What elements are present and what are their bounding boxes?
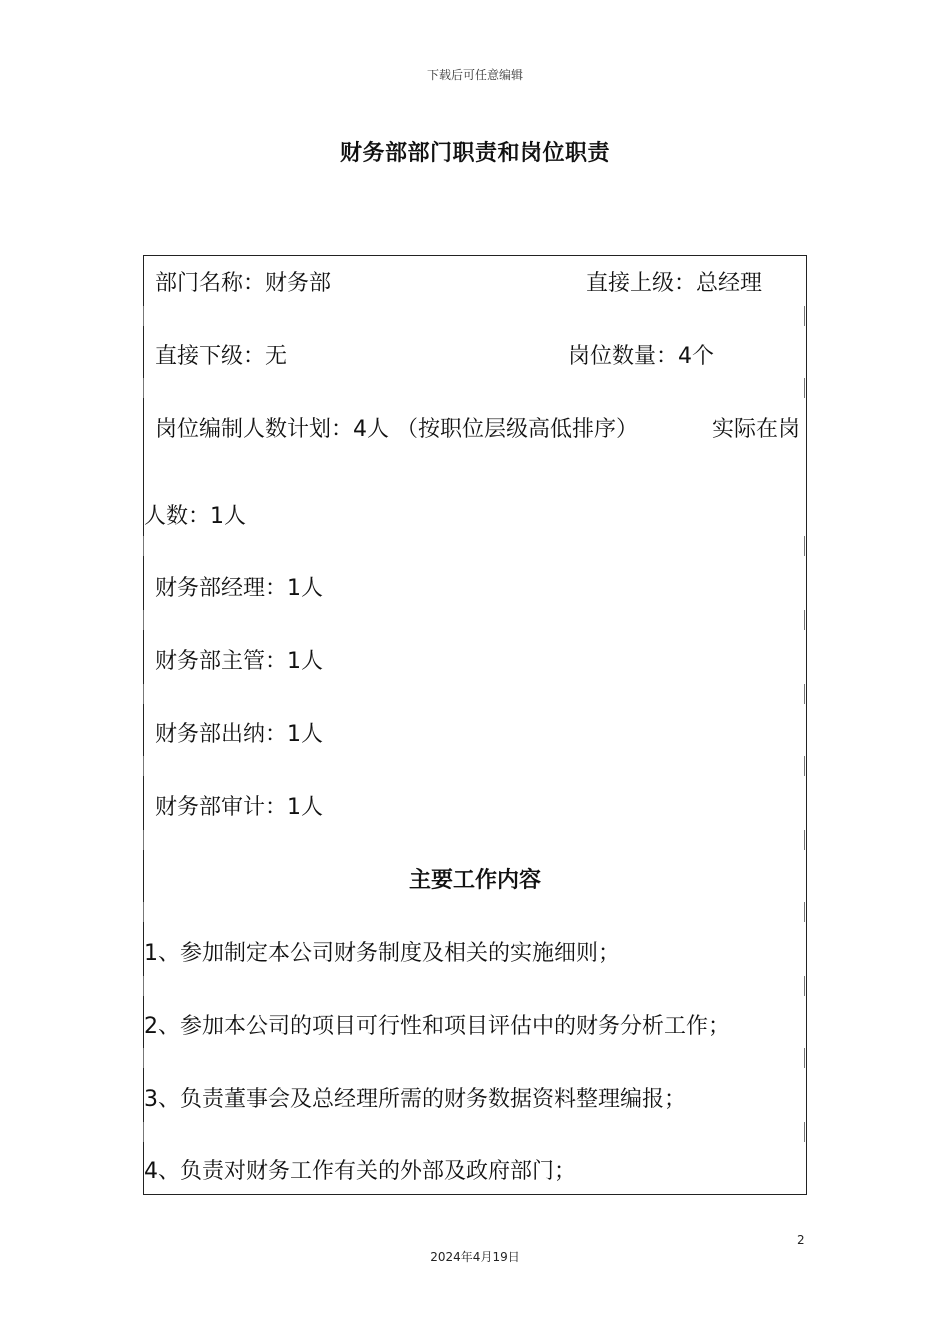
border-tick [143, 756, 144, 776]
duty-item: 2、参加本公司的项目可行性和项目评估中的财务分析工作； [144, 1014, 730, 1039]
footer-date: 2024年4月19日 [430, 1250, 520, 1264]
content-frame [143, 255, 807, 1195]
border-tick [804, 536, 805, 556]
duty-item: 3、负责董事会及总经理所需的财务数据资料整理编报； [144, 1087, 686, 1112]
border-tick [143, 976, 144, 996]
border-tick [143, 378, 144, 398]
border-tick [804, 610, 805, 630]
border-tick [143, 536, 144, 556]
duty-item: 4、负责对财务工作有关的外部及政府部门； [144, 1159, 576, 1184]
border-tick [804, 306, 805, 326]
actual-on-post-count: 人数：1人 [144, 504, 246, 529]
border-tick [143, 830, 144, 850]
page-number: 2 [797, 1233, 805, 1247]
border-tick [804, 902, 805, 922]
border-tick [143, 306, 144, 326]
header-note: 下载后可任意编辑 [426, 68, 523, 82]
staffing-plan: 岗位编制人数计划：4人 （按职位层级高低排序） [155, 417, 638, 442]
border-tick [143, 1048, 144, 1068]
direct-superior: 直接上级：总经理 [586, 271, 763, 296]
duty-item: 1、参加制定本公司财务制度及相关的实施细则； [144, 941, 620, 966]
role-auditor: 财务部审计：1人 [155, 795, 323, 820]
border-tick [804, 1048, 805, 1068]
direct-subordinate: 直接下级：无 [155, 344, 288, 369]
border-tick [804, 684, 805, 704]
role-cashier: 财务部出纳：1人 [155, 722, 323, 747]
border-tick [804, 1122, 805, 1142]
border-tick [143, 684, 144, 704]
position-count: 岗位数量：4个 [568, 344, 714, 369]
document-title: 财务部部门职责和岗位职责 [339, 141, 610, 166]
border-tick [804, 976, 805, 996]
duties-heading: 主要工作内容 [408, 868, 541, 893]
actual-on-post-label: 实际在岗 [712, 417, 801, 442]
role-supervisor: 财务部主管：1人 [155, 649, 323, 674]
border-tick [804, 756, 805, 776]
border-tick [804, 830, 805, 850]
border-tick [143, 1122, 144, 1142]
border-tick [804, 378, 805, 398]
border-tick [143, 610, 144, 630]
role-manager: 财务部经理：1人 [155, 576, 323, 601]
border-tick [143, 902, 144, 922]
dept-name: 部门名称：财务部 [155, 271, 332, 296]
